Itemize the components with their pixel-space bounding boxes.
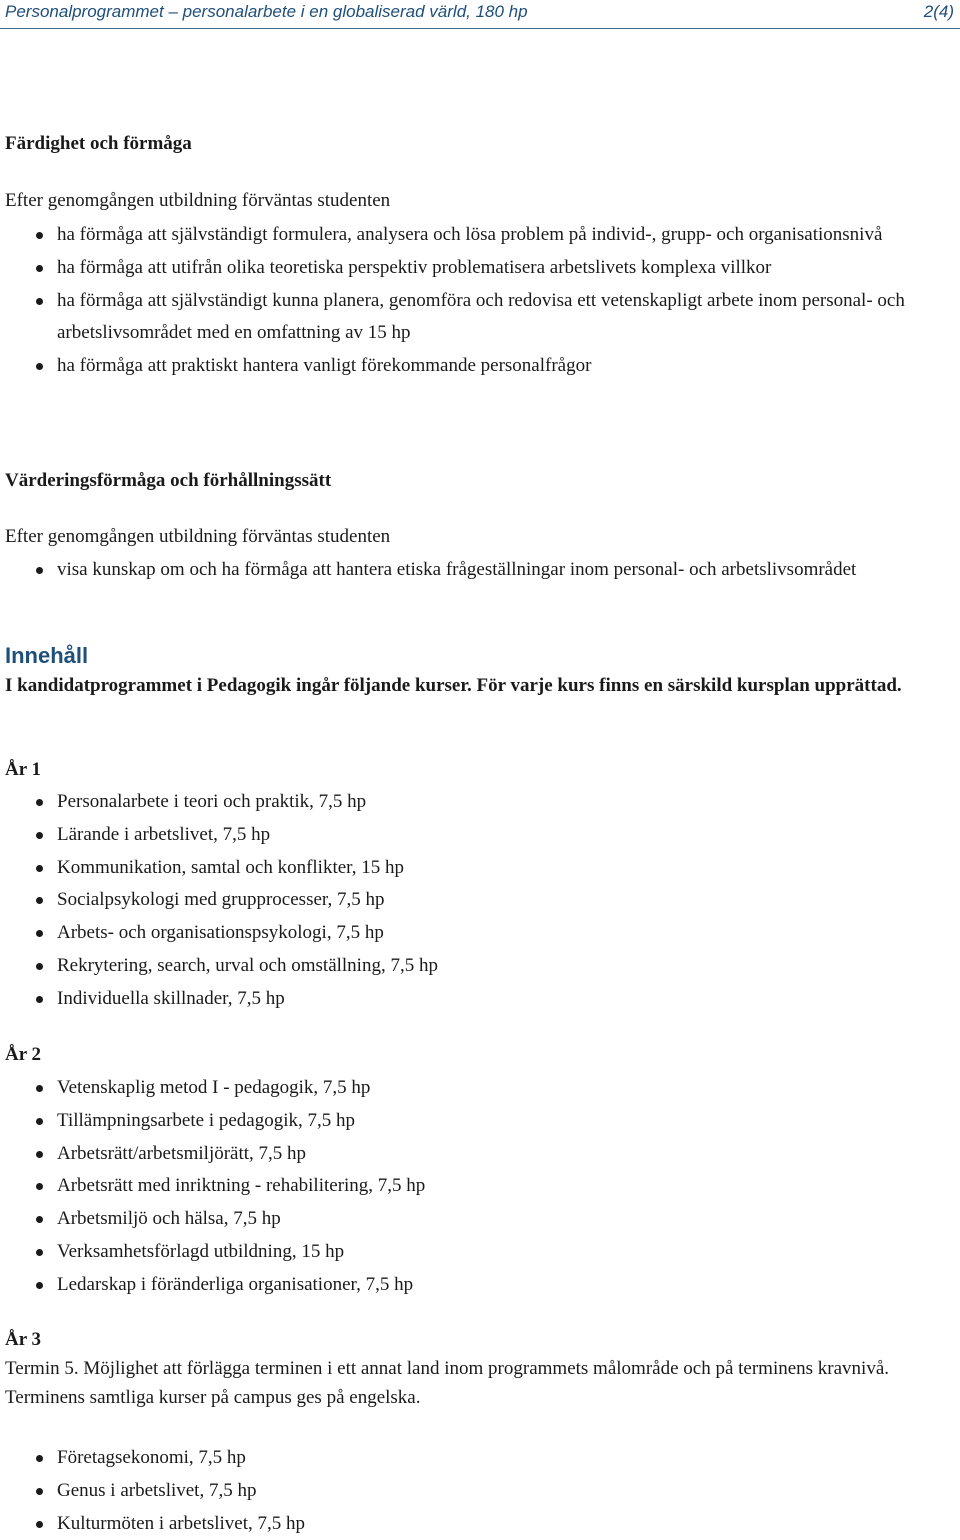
skills-list-block: [5, 219, 950, 383]
document-title: Personalprogrammet – personalarbete i en globaliserad värld, 180 hp: [5, 2, 528, 21]
page-number: 2(4): [923, 2, 954, 21]
year1-label: År 1: [5, 759, 42, 780]
values-intro-block: [5, 525, 950, 549]
year1-section: [5, 758, 950, 782]
skills-intro-block: [5, 189, 950, 213]
list-item: Kulturmöten i arbetslivet, 7,5 hp: [5, 1508, 950, 1540]
year3-label: År 3: [5, 1329, 42, 1350]
list-item: Individuella skillnader, 7,5 hp: [5, 983, 950, 1016]
list-item: Arbetsmiljö och hälsa, 7,5 hp: [5, 1203, 950, 1236]
values-list-block: [5, 554, 950, 587]
year2-list-block: [5, 1072, 950, 1302]
year3-list-block: [5, 1442, 950, 1540]
year2-course-list: [5, 1072, 950, 1302]
page-header: [0, 0, 960, 29]
list-item: Företagsekonomi, 7,5 hp: [5, 1442, 950, 1475]
year3-description: Termin 5. Möjlighet att förlägga terminen i ett annat land inom programmets målområde och på terminens kravnivå. Terminens samtliga kurser på campus ges på engelska.: [5, 1358, 890, 1408]
list-item: ha förmåga att utifrån olika teoretiska perspektiv problematisera arbetslivets komplexa villkor: [5, 252, 950, 285]
list-item: ha förmåga att självständigt formulera, analysera och lösa problem på individ-, grupp- och organisationsnivå: [5, 219, 950, 252]
list-item: ha förmåga att praktiskt hantera vanligt förekommande personalfrågor: [5, 350, 950, 383]
content-section: [5, 643, 950, 669]
values-heading: Värderingsförmåga och förhållningssätt: [5, 470, 332, 491]
year2-label: År 2: [5, 1044, 42, 1065]
year1-course-list: [5, 786, 950, 1016]
list-item: Rekrytering, search, urval och omställning, 7,5 hp: [5, 950, 950, 983]
skills-section: [5, 132, 950, 156]
list-item: Arbetsrätt/arbetsmiljörätt, 7,5 hp: [5, 1138, 950, 1171]
year3-description-block: [5, 1354, 950, 1412]
year3-section: [5, 1328, 950, 1352]
list-item: visa kunskap om och ha förmåga att hantera etiska frågeställningar inom personal- och arbetslivsområdet: [5, 554, 950, 587]
values-list: [5, 554, 950, 587]
content-intro-block: [5, 671, 950, 700]
skills-intro: Efter genomgången utbildning förväntas studenten: [5, 190, 391, 211]
content-heading: Innehåll: [5, 643, 89, 668]
list-item: ha förmåga att självständigt kunna planera, genomföra och redovisa ett vetenskapligt arbete inom personal- och arbetslivsområdet med en omfattning av 15 hp: [5, 285, 950, 351]
values-intro: Efter genomgången utbildning förväntas studenten: [5, 526, 391, 547]
list-item: Ledarskap i föränderliga organisationer, 7,5 hp: [5, 1269, 950, 1302]
year1-list-block: [5, 786, 950, 1016]
list-item: Genus i arbetslivet, 7,5 hp: [5, 1475, 950, 1508]
list-item: Personalarbete i teori och praktik, 7,5 hp: [5, 786, 950, 819]
year2-section: [5, 1043, 950, 1067]
list-item: Arbets- och organisationspsykologi, 7,5 hp: [5, 917, 950, 950]
list-item: Vetenskaplig metod I - pedagogik, 7,5 hp: [5, 1072, 950, 1105]
list-item: Socialpsykologi med grupprocesser, 7,5 hp: [5, 884, 950, 917]
list-item: Lärande i arbetslivet, 7,5 hp: [5, 819, 950, 852]
skills-heading: Färdighet och förmåga: [5, 133, 192, 154]
content-intro: I kandidatprogrammet i Pedagogik ingår följande kurser. För varje kurs finns en särskild kursplan upprättad.: [5, 675, 902, 696]
values-section: [5, 469, 950, 493]
skills-list: [5, 219, 950, 383]
list-item: Arbetsrätt med inriktning - rehabilitering, 7,5 hp: [5, 1170, 950, 1203]
list-item: Kommunikation, samtal och konflikter, 15 hp: [5, 852, 950, 885]
list-item: Verksamhetsförlagd utbildning, 15 hp: [5, 1236, 950, 1269]
year3-course-list: [5, 1442, 950, 1540]
list-item: Tillämpningsarbete i pedagogik, 7,5 hp: [5, 1105, 950, 1138]
